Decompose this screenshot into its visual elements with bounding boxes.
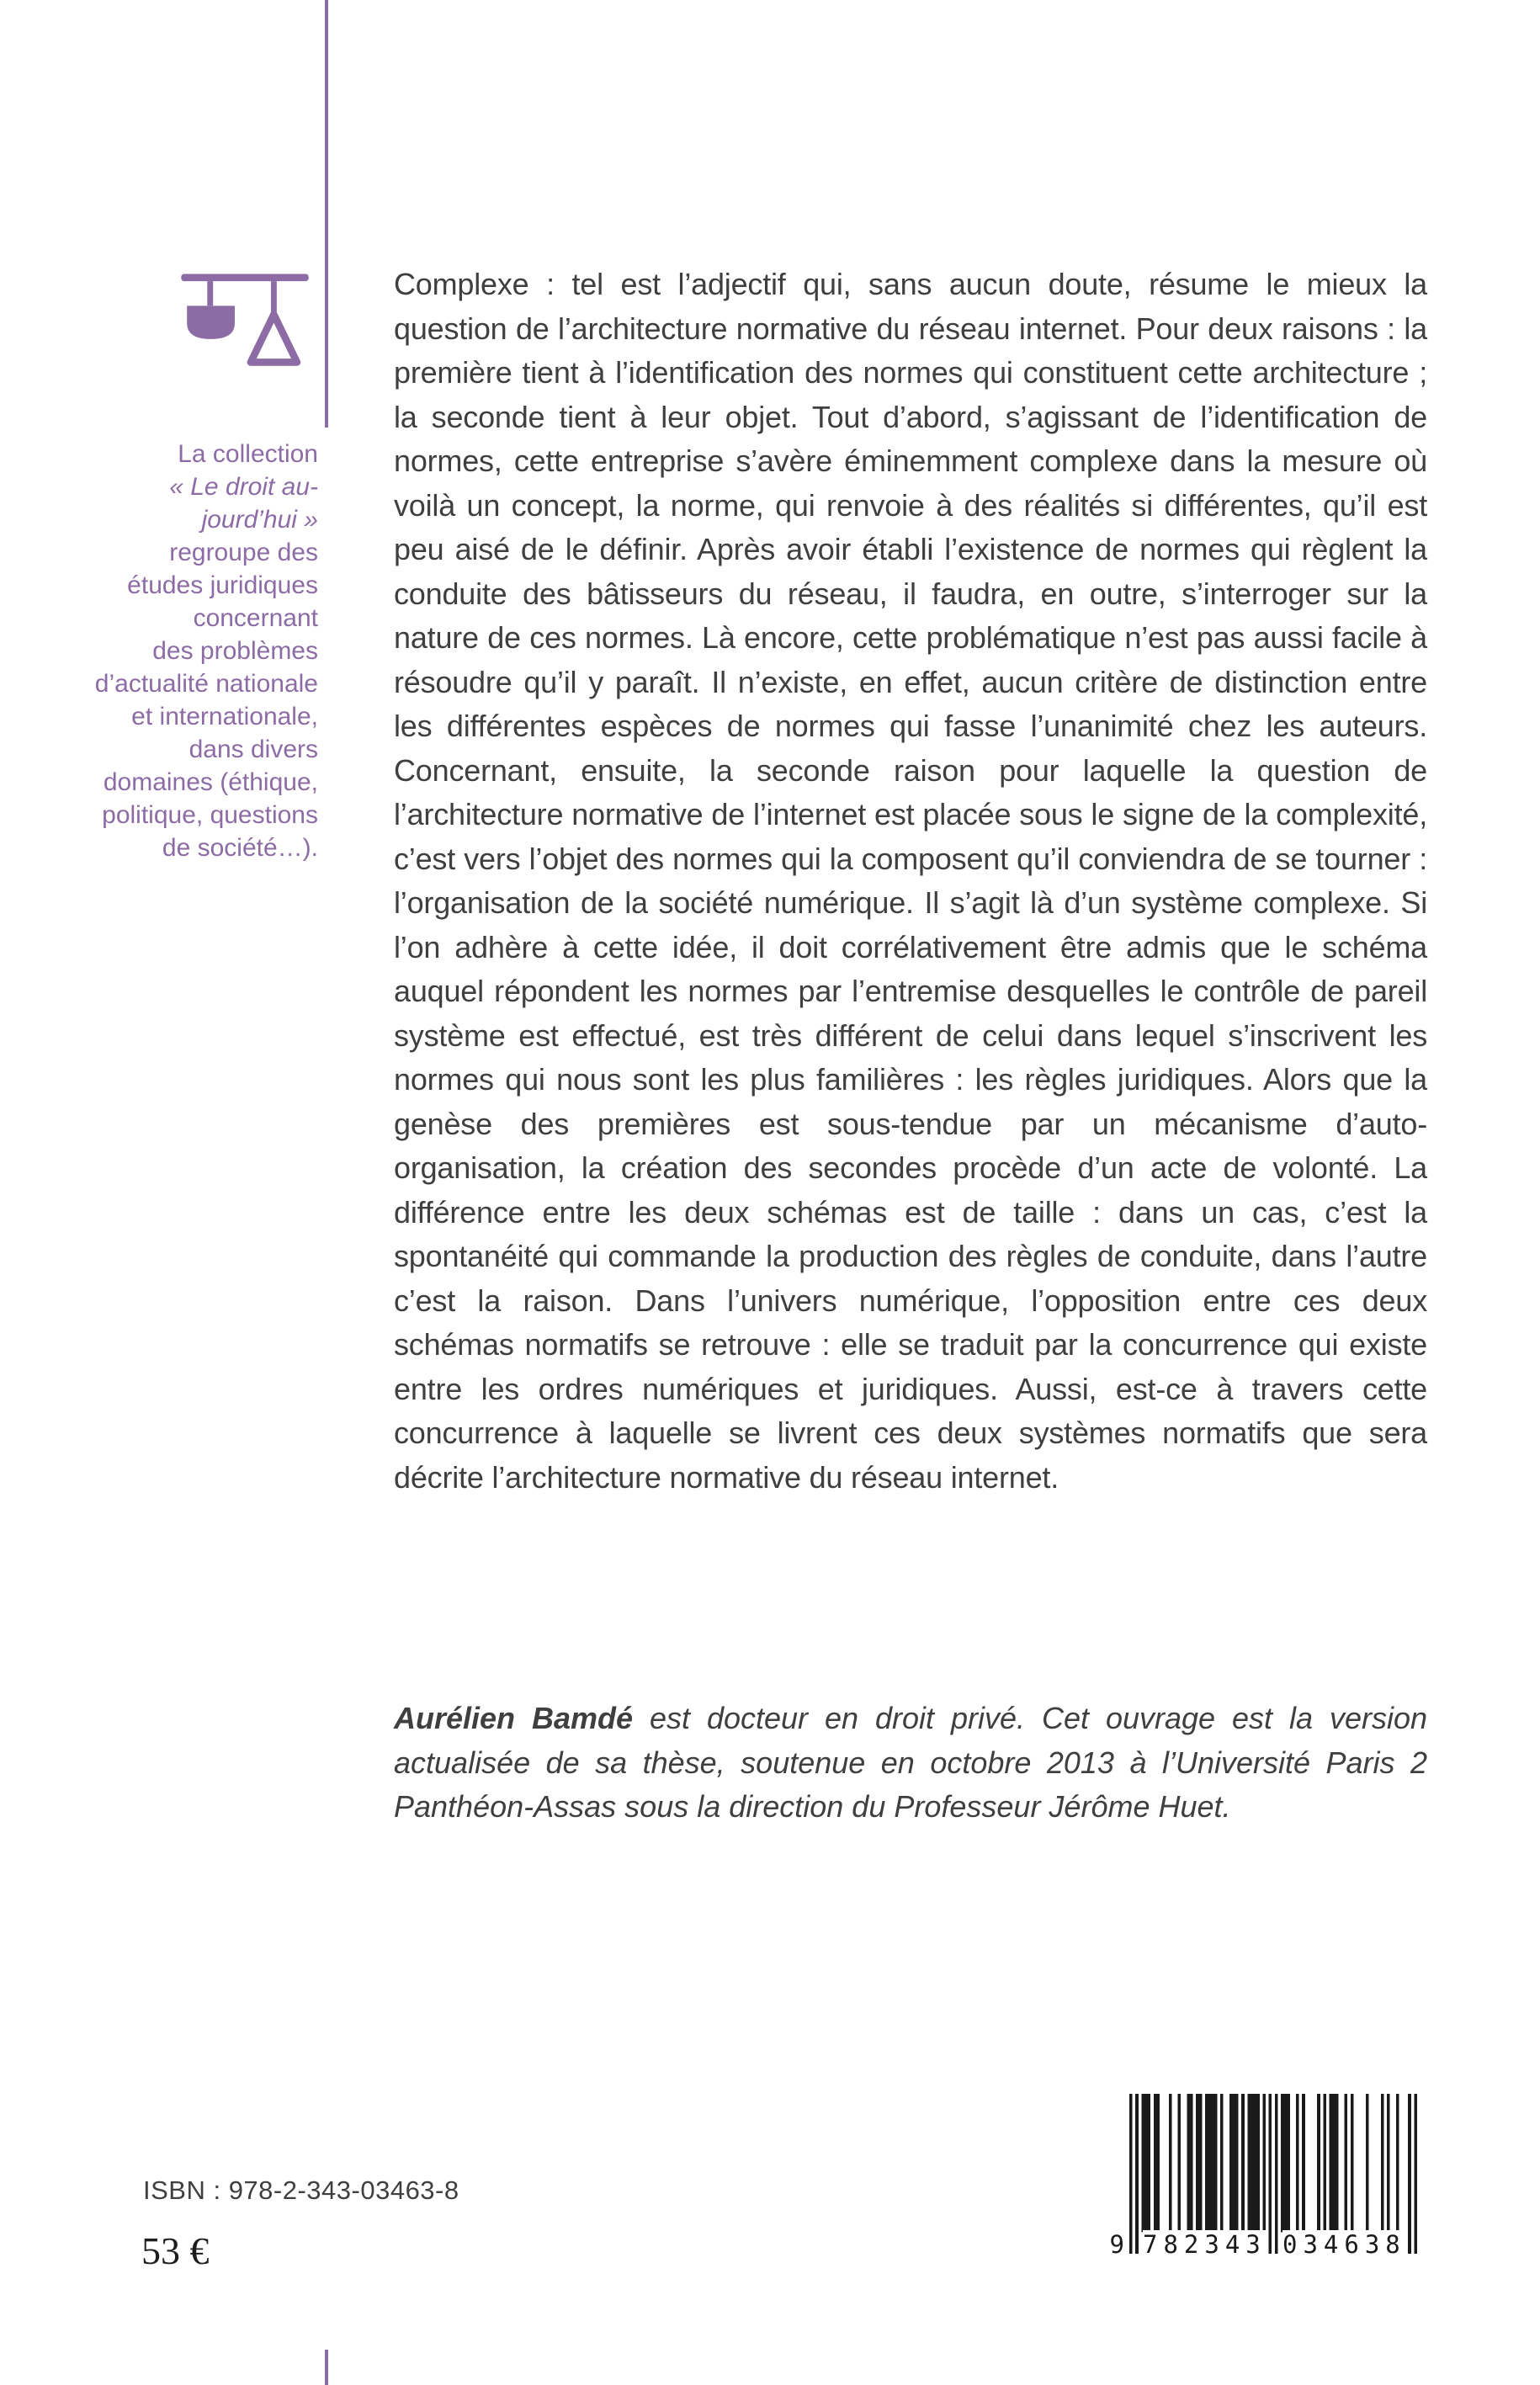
isbn-text: ISBN : 978-2-343-03463-8 (143, 2175, 459, 2205)
collection-note-line: de société…). (162, 834, 318, 862)
collection-note-line: concernant (193, 604, 318, 632)
ean13-barcode (1109, 2094, 1417, 2266)
spine-rule-bottom (325, 2350, 328, 2385)
collection-note-line: regroupe des (169, 539, 318, 566)
collection-note-line: domaines (éthique, (103, 768, 318, 796)
author-note-text: est docteur en droit privé. Cet ouvrage est la version actualisée de sa thèse, soutenue en octobre 2013 à l’Université Paris 2 Panthéon-Assas sous la direction du Professeur Jérôme Huet. (394, 1701, 1427, 1824)
collection-note-line: dans divers (189, 736, 318, 763)
barcode-digit-first: 9 (1109, 2230, 1124, 2259)
collection-note (32, 438, 318, 864)
collection-note-line: et internationale, (131, 703, 318, 730)
collection-note-line: politique, questions (102, 801, 318, 829)
spine-rule-top (325, 0, 328, 428)
barcode-digits-right: 034638 (1282, 2230, 1406, 2259)
collection-note-line: d’actualité nationale (94, 670, 318, 698)
barcode-digits-left: 782343 (1143, 2230, 1267, 2259)
author-name: Aurélien Bamdé (394, 1701, 634, 1735)
collection-note-line: jourd’hui » (201, 506, 318, 534)
price-text: 53 € (141, 2229, 210, 2272)
scales-icon (173, 251, 317, 396)
scales-icon-svg (173, 251, 317, 396)
collection-note-line: La collection (178, 440, 318, 468)
author-note (394, 1697, 1427, 1830)
collection-note-line: des problèmes (152, 637, 318, 665)
synopsis-text: Complexe : tel est l’adjectif qui, sans aucun doute, résume le mieux la question de l’architecture normative du réseau internet. Pour deux raisons : la première tient à l’identification des normes qui constituent cette architecture ; la seconde tient à leur objet. Tout d’abord, s’agissant de l’identification de normes, cette entreprise s’avère éminemment complexe dans la mesure où voilà un concept, la norme, qui renvoie à des réalités si différentes, qu’il est peu aisé de le définir. Après avoir établi l’existence de normes qui règlent la conduite des bâtisseurs du réseau, il faudra, en outre, s’interroger sur la nature de ces normes. Là encore, cette problématique n’est pas aussi facile à résoudre qu’il y paraît. Il n’existe, en effet, aucun critère de distinction entre les différentes espèces de normes qui fasse l’unanimité chez les auteurs. Concernant, ensuite, la seconde raison pour laquelle la question de l’architecture normative de l’internet est placée sous le signe de la complexité, c’est vers l’objet des normes qui la composent qu’il conviendra de se tourner : l’organisation de la société numérique. Il s’agit là d’un système complexe. Si l’on adhère à cette idée, il doit corrélativement être admis que le schéma auquel répondent les normes par l’entremise desquelles le contrôle de pareil système est effectué, est très différent de celui dans lequel s’inscrivent les normes qui nous sont les plus familières : les règles juridiques. Alors que la genèse des premières est sous-tendue par un mécanisme d’auto-organisation, la création des secondes procède d’un acte de volonté. La différence entre les deux schémas est de taille : dans un cas, c’est la spontanéité qui commande la production des règles de conduite, dans l’autre c’est la raison. Dans l’univers numérique, l’opposition entre ces deux schémas normatifs se retrouve : elle se traduit par la concurrence qui existe entre les ordres numériques et juridiques. Aussi, est-ce à travers cette concurrence à laquelle se livrent ces deux systèmes normatifs que sera décrite l’architecture normative du réseau internet. (394, 267, 1427, 1495)
barcode-digits (1109, 2228, 1417, 2259)
collection-note-line: études juridiques (127, 571, 318, 599)
collection-note-line: « Le droit au- (169, 473, 318, 501)
